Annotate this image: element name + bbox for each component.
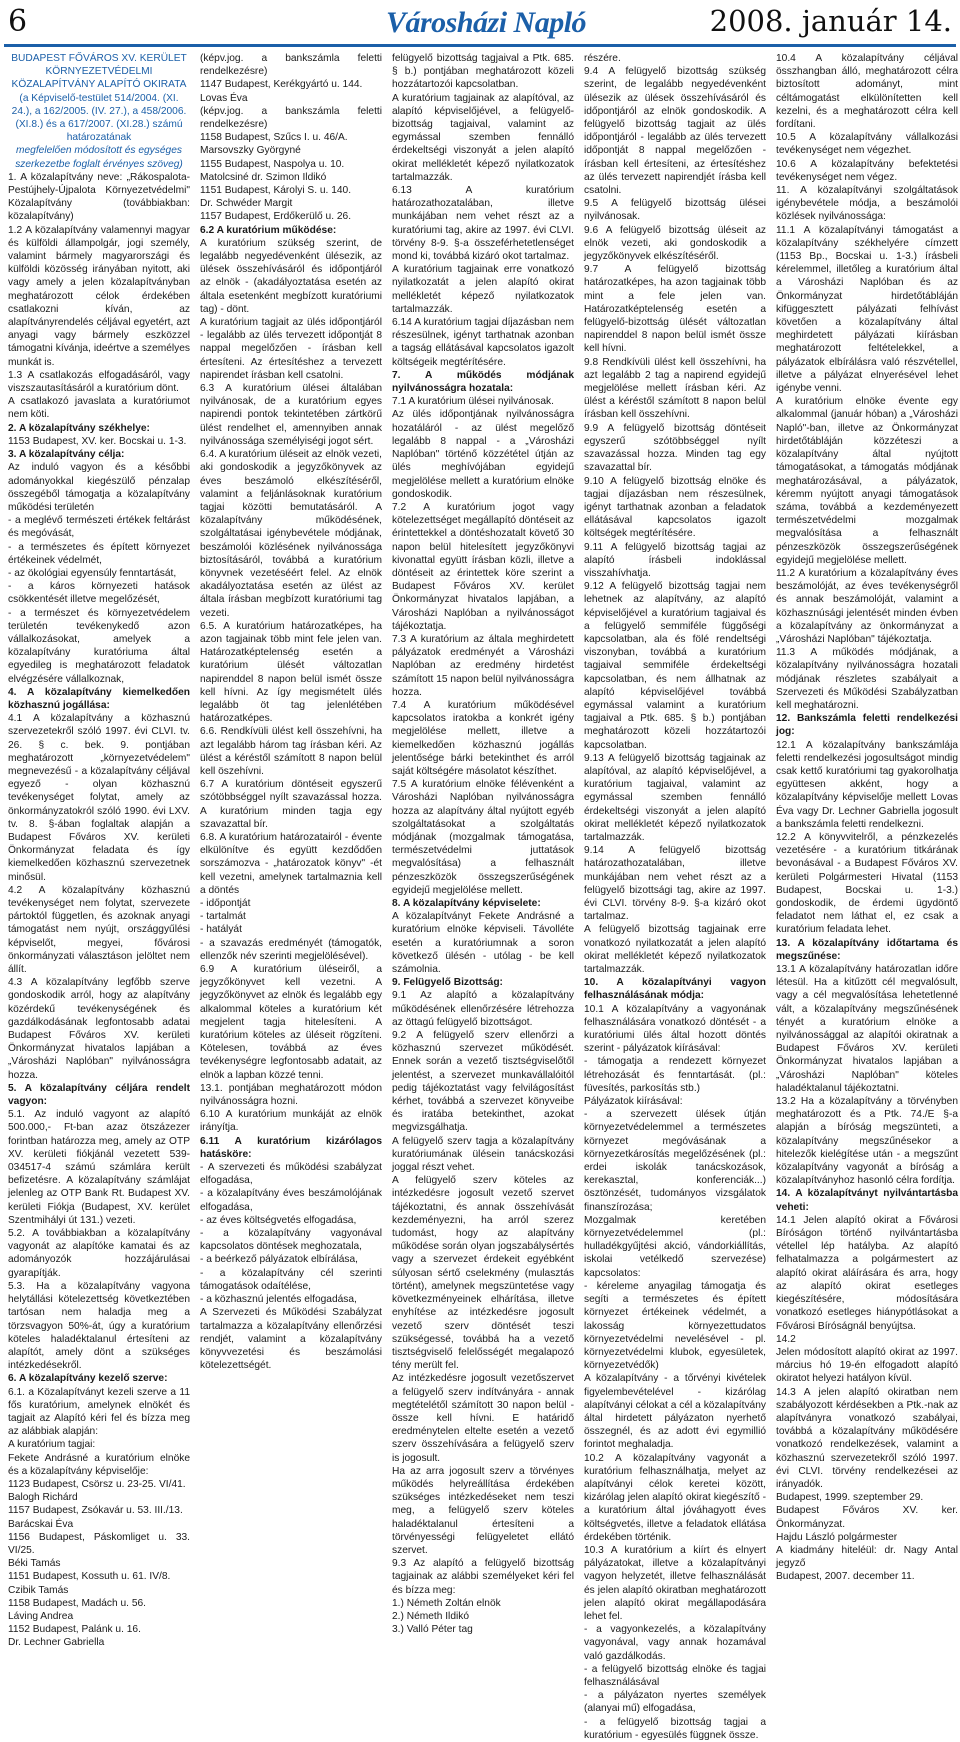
paragraph: Hajdu László polgármester	[776, 1531, 898, 1543]
paragraph: 9.12 A felügyelő bizottság tagjai nem lehetnek az alapítvány, az alapító képviselőjével a kuratórium tagjaival és a felügyelő semmiféle függőségi kapcsolatban, ala és fölé rendeltségi viszonyban, továbbá a kuratórium tagjaival semmiféle érdekeltségi kapcsolatban, és nem állhatnak az alapító képviselőjével továbbá egymással valamint a kuratórium tagjaival a Ptk. 685. § b.) pontjában meghatározott közeli hozzátartozói kapcsolatban.	[584, 581, 766, 751]
document-note: megfelelően módosított és egységes szerkezetbe foglalt érvényes szöveg)	[15, 145, 183, 170]
paragraph: 1155 Budapest, Naspolya u. 10.	[200, 158, 345, 170]
paragraph: 1153 Budapest, XV. ker. Bocskai u. 1-3.	[8, 435, 187, 447]
paragraph: - támogatja a rendezett környezet létrehozását és fenntartását. (pl.: füvesítés, parkosítás stb.)	[584, 1056, 766, 1094]
paragraph: A kiadmány hiteléül: dr. Nagy Antal jegyző	[776, 1544, 958, 1570]
paragraph: 9.4 A felügyelő bizottság szükség szerint, de legalább negyedévenként ülésezik az ülések összehívásáról és időpontjáról az elnök gondoskodik. A felügyelő bizottság tagjait az ülés időpontjáról - legalább az ülés tervezett időpontját 8 nappal megelőzően - írásban kell értesíteni, az értesítéshez az ülés tervezett napirendjét írásba kell csatolni.	[584, 66, 766, 197]
column-4	[584, 52, 766, 1741]
column-body	[776, 52, 958, 1584]
paragraph: 1123 Budapest, Csörsz u. 23-25. VI/41.	[8, 1478, 186, 1490]
page-header	[0, 0, 960, 46]
paragraph: 10.4 A közalapítvány céljával összhangban álló, meghatározott célra biztosított adományt, mint céltámogatást elkülönítetten kell kezelni, és a meghatározott célra kell fordítani.	[776, 53, 958, 131]
paragraph: 9. Felügyelő Bizottság:	[392, 977, 503, 989]
paragraph: - a felügyelő bizottság elnöke és tagjai felhasználásával	[584, 1663, 766, 1688]
paragraph: 9.3 Az alapító a felügyelő bizottság tagjainak az alábbi személyeket kéri fel és bízza meg:	[392, 1558, 574, 1596]
paragraph: Dr. Schwéder Margit	[200, 198, 293, 210]
paragraph: - időpontját	[200, 898, 251, 909]
paragraph: 9.13 A felügyelő bizottság tagjainak az alapítóval, az alapító képviselőjével, a kuratórium tagjaival, valamint az egymással szemben fennálló érdekeltségi viszonyát a jelen alapító okirat mellékletét képező nyilatkozatok tartalmazzák.	[584, 752, 766, 843]
paragraph: - a közalapítvány cél szerinti támogatások odaítélése,	[200, 1267, 382, 1292]
column-body	[392, 52, 574, 1636]
paragraph: 1151 Budapest, Kossuth u. 61. IV/8.	[8, 1571, 171, 1583]
paragraph: 9.9 A felügyelő bizottság döntéseit egyszerű szótöbbséggel nyílt szavazással hozza. Minden tag egy szavazattal bír.	[584, 422, 766, 474]
paragraph: 5.2. A továbbiakban a közalapítvány vagyonát az alapítóke kamatai és az adományozók hozzájárulásai gyarapítják.	[8, 1228, 190, 1279]
paragraph: 6.9 A kuratórium üléseiről, a jegyzőkönyvet kell vezetni. A jegyzőkönyvet az elnök és legalább egy alkalommal köteles a kuratórium két megjelent tagja hitelesíteni. A kuratórium köteles az üléseit rögzíteni. Kötelesen, továbbá az éves tevékenységre legfontosabb adatait, az elnök a lapban közzé tenni.	[200, 964, 382, 1081]
paragraph: A kuratórium tagjai:	[8, 1439, 96, 1451]
column-body	[584, 52, 766, 1742]
paragraph: - a vagyonkezelés, a közalapítvány vagyonával, vagy annak hozamával való gazdálkodás.	[584, 1624, 766, 1662]
paragraph: 9.7 A felügyelő bizottság határozatképes, ha azon tagjainak több mint a fele jelen van. Határozatképtelenség esetén a felügyelő-bizottság ülését változatlan napirenddel 8 napon belül ismét össze kell hívni.	[584, 264, 766, 355]
paragraph: részére.	[584, 53, 621, 64]
paragraph: - tartalmát	[200, 911, 246, 923]
paragraph: 1.3 A csatlakozás elfogadásáról, vagy viszszautasításáról a kuratórium dönt.	[8, 369, 190, 395]
paragraph: 7. A működés módjának nyilvánosságra hozatala:	[392, 369, 574, 395]
paragraph: 6.3 A kuratórium ülései általában nyilvánosak, de a kuratórium egyes napirendi pontok tekintetében zártkörű ülést rendelhet el, amennyiben annak nyilvánossága személyiségi jogot sért.	[200, 383, 382, 447]
paragraph: 7.3 A kuratórium az általa meghirdetett pályázatok eredményét a Városházi Naplóban az eredmény hirdetést számított 15 napon belül nyilvánosságra hozza.	[392, 633, 574, 698]
paragraph: - kéreleme anyagilag támogatja és segíti a természetes és épített környezet értékeinek védelmét, a lakosság környezettudatos környezetvédelmi nevelésével - pl. környezetvédelmi klubok, egyesületek, környezetvédők)	[584, 1280, 766, 1372]
paragraph: 1158 Budapest, Szűcs I. u. 46/A.	[200, 132, 348, 144]
paragraph: A kuratórium elnöke évente egy alkalommal (január hóban) a „Városházi Napló"-ban, illetve az Önkormányzat hirdetőtábláján közzéteszi a közalapítvány által nyújtott támogatásokat, a támogatás módjának meghatározásával, a pályázatok, kéremm nyújtott anyagi támogatások száma, továbbá a kezdeményezett természetvédelmi mozgalmak megvalósítása a felhasznált pénzeszközök összegszerűségének egyidejű megjelölése mellett.	[776, 396, 958, 566]
paragraph: 1151 Budapest, Károlyi S. u. 140.	[200, 185, 352, 197]
paragraph: - a beérkező pályázatok elbírálása,	[200, 1254, 358, 1266]
paragraph: 2. A közalapítvány székhelye:	[8, 422, 150, 434]
paragraph: - hatályát	[200, 924, 242, 936]
paragraph: A csatlakozó javaslata a kuratóriumot nem köti.	[8, 396, 190, 421]
paragraph: 14.1 Jelen alapító okirat a Fővárosi Bíróságon történő nyilvántartásba vétellel lép hatályba. Az alapító felhatalmazza a polgármestert az alapító okirat aláírására és arra, hogy az alapító okirat esetleges kiegészítésére, módosítására vonatkozó esetleges hiánypótlásokat a Fővárosi Bíróságnál benyújtsa.	[776, 1214, 958, 1332]
paragraph: 6.2 A kuratórium működése:	[200, 224, 337, 236]
paragraph: Pályázatok kiírásával:	[584, 1096, 683, 1108]
paragraph: - a meglévő természeti értékek feltárást és megóvását,	[8, 515, 190, 540]
column-3	[392, 52, 574, 1636]
paragraph: Mozgalmak keretében környezetvédelemmel (pl.: hulladékgyűjtési akció, vándorkiállítás, iskolai vetélkedő szervezése) kapcsolatos:	[584, 1214, 766, 1279]
paragraph: 10.1 A közalapítvány a vagyonának felhasználására vonatkozó döntését - a kuratóriumi ülés által hozott döntés szerint - pályázatok kiírásával:	[584, 1003, 766, 1055]
paragraph: Matolcsiné dr. Szimon Ildikó	[200, 171, 327, 183]
paragraph: - a közalapítvány vagyonával kapcsolatos döntések meghozatala,	[200, 1228, 382, 1253]
paragraph: 6. A közalapítvány kezelő szerve:	[8, 1373, 168, 1385]
paragraph: 1158 Budapest, Madách u. 56.	[8, 1597, 147, 1609]
paragraph: 6.5. A kuratórium határozatképes, ha azon tagjainak több mint fele jelen van. Határozatképtelenség esetén a kuratórium ülését változatlan napirenddel 8 napon belül ismét össze kell hívni. Az így megismételt ülés legalább öt tag jelenlétében határozatképes.	[200, 620, 382, 725]
column-1	[8, 52, 190, 1649]
paragraph: 6.6. Rendkívüli ülést kell összehívni, ha azt legalább három tag írásban kéri. Az ülést a kéréstől számított 8 napon belül kell öszehívni.	[200, 726, 382, 777]
paragraph: 3.) Valló Péter tag	[392, 1624, 473, 1636]
paragraph: Marsovszky Györgyné	[200, 145, 301, 157]
paragraph: 6.14 A kuratórium tagjai díjazásban nem részesülnek, igényt tarthatnak azonban a tagság ellátásával kapcsolatos igazolt költségeik megtérítésére.	[392, 317, 574, 368]
paragraph: 12.2 A könyvvitelről, a pénzkezelés vezetésére - a kuratórium titkárának bevonásával - a Budapest Főváros XV. kerületi Polgármesteri Hivatal (1153 Budapest, Bocskai u. 1-3.) gondoskodik, de érdemi ügydöntő feladatot nem láthat el, ez csak a kuratórium feladata lehet.	[776, 831, 958, 936]
paragraph: 10. A közalapítványi vagyon felhasználásának módja:	[584, 977, 766, 1002]
paragraph: A Szervezeti és Működési Szabályzat tartalmazza a közalapítvány ellenőrzési rendjét, valamint a közalapítvány könyvvezetési és beszámolási kötelezettségét.	[200, 1307, 382, 1372]
paragraph: Fekete Andrásné a kuratórium elnöke és a közalapítvány képviselője:	[8, 1452, 190, 1477]
paragraph: 6.4. A kuratórium üléseit az elnök vezeti, aki gondoskodik a jegyzőkönyvek az éves beszámoló elkészítéséről, valamint a feljánlásoknak kuratórium tagjai közötti bemutatásáról. A közalapítvány működésének, szolgáltatásai igénybevétele módjának, beszámolói közlésének nyilvánossága biztosításáról, továbbá a kuratórium könyvnek vezetéséért felel. Az elnök akadályoztatása esetén az ülést az általa írásban megbízott kuratóriumi tag vezeti.	[200, 449, 382, 619]
paragraph: 11.2 A kuratórium a közalapítvány éves beszámolóját, az éves tevékenységről és annak beszámolóját, valamint a közhasznúsági jelentését minden évben a közalapítvány az önkormányzat a „Városházi Naplóban" tájékoztatja.	[776, 567, 958, 645]
paragraph: 5. A közalapítvány céljára rendelt vagyon:	[8, 1082, 190, 1108]
paragraph: 10.3 A kuratórium a kiírt és elnyert pályázatokat, illetve a közalapítványi vagyon helyzetét, illetve felhasználását és jelen alapító okiratban meghatározott jelen alapító okirat megállapodására lehet fel.	[584, 1544, 766, 1622]
paragraph: (képv.jog. a bankszámla feletti rendelkezésre)	[200, 53, 382, 78]
column-2	[200, 52, 382, 1372]
paragraph: 10.2 A közalapítvány vagyonát a kuratórium felhasználhatja, melyet az alapítványi célok keretei között, kizárólag jelen alapító okirat kiegészítő - a kuratórium által jóváhagyott éves költségvetés, illetve a feladatok ellátása érdekében történik.	[584, 1452, 766, 1543]
paragraph: - a természetes és épített környezet értékeinek védelmét,	[8, 541, 190, 566]
masthead-logo: Városházi Napló	[386, 6, 587, 39]
paragraph: 9.11 A felügyelő bizottság tagjai az alapító írásbeli indoklással visszahívhatja.	[584, 541, 766, 579]
paragraph: 11. A közalapítványi szolgáltatások igénybevétele módja, a beszámolói közlések nyilvánossága:	[776, 185, 958, 223]
paragraph: Jelen módosított alapító okirat az 1997. március hó 19-én elfogadott alapító okiratot helyezi hatályon kívül.	[776, 1346, 958, 1385]
paragraph: 1147 Budapest, Kerékgyártó u. 144.	[200, 79, 363, 91]
paragraph: A felügyelő szerv köteles az intézkedésre jogosult vezető szervet tájékoztatni, és annak összehívását kezdeményezni, ha arról szerez tudomást, hogy az alapítvány működése során olyan jogszabálysértés vagy a szervezet érdekeit egyébként súlyosan sértő cselekmény (mulasztás történt), amelynek megszüntetése vagy következményeinek elhárítása, illetve enyhítése az intézkedésre jogosult vezető szerv döntését teszi szükségessé, továbbá ha a vezető tisztségviselő felelősségét megalapozó tény merült fel.	[392, 1175, 574, 1372]
paragraph: 9.5 A felügyelő bizottság ülései nyilvánosak.	[584, 198, 766, 223]
paragraph: 10.5 A közalapítvány vállalkozási tevékenységet nem végezhet.	[776, 132, 958, 157]
paragraph: Béki Tamás	[8, 1558, 61, 1570]
paragraph: 7.4 A kuratórium működésével kapcsolatos iratokba a konkrét igény megjelölése mellett, illetve a kiemelkedően közhasznú jogállás jelentősége bárki betekinthet és arról saját költségére másolatot készíthet.	[392, 699, 574, 777]
paragraph: A közalapítvány - a tőrvényi kivételek figyelembevételével - kizárólag alapítványi célokat a cél a közalapítvány által hirdetett pályázaton nyerhető összegnél, és az adott évi egymillió forintot meghaladja.	[584, 1373, 766, 1451]
paragraph: 1152 Budapest, Palánk u. 16.	[8, 1624, 141, 1636]
paragraph: - a felügyelő bizottság tagjai a kuratórium - egyesülés függnek össze.	[584, 1716, 766, 1741]
column-body	[200, 52, 382, 1372]
paragraph: 12. Bankszámla feletti rendelkezési jog:	[776, 713, 958, 738]
page-number: 6	[8, 4, 28, 39]
paragraph: - az éves költségvetés elfogadása,	[200, 1214, 357, 1226]
paragraph: 13.1. pontjában meghatározott módon nyilvánosságra hozni.	[200, 1082, 382, 1108]
paragraph: 7.5 A kuratórium elnöke félévenként a Városházi Naplóban nyilvánosságra hozza az alapítvány által nyújtott egyéb szolgáltatásokat a szolgáltatás módjának (mozgalmak támogatása, természetvédelmi juttatások megvalósítása) a felhasznált pénzeszközök összegszerűségének egyidejű megjelölése mellett.	[392, 779, 574, 896]
paragraph: 9.8 Rendkívüli ülést kell összehívni, ha azt legalább 2 tag a napirend egyidejű megjelölése mellett írásban kéri. Az ülést a kéréstől számított 8 napon belül írásban kell összehívni.	[584, 356, 766, 421]
paragraph: A kuratórium tagjait az ülés időpontjáról - legalább az ülés tervezett időpontját 8 nappal megelőzően - írásban kell értesíteni. Az értesítéshez a tervezett napirendet írásban kell csatolni.	[200, 317, 382, 381]
header-rule	[4, 44, 956, 47]
paragraph: Ha az arra jogosult szerv a törvényes működés helyreállítása érdekében szükséges intézkedéseket nem teszi meg, a felügyelő szerv köteles haladéktalanul értesíteni a törvényességi felügyeletet ellátó szervet.	[392, 1465, 574, 1556]
paragraph: 9.6 A felügyelő bizottság üléseit az elnök vezeti, aki gondoskodik a jegyzőkönyvek elkészítéséről.	[584, 224, 766, 263]
paragraph: 1156 Budapest, Páskomliget u. 33. VI/25.	[8, 1531, 190, 1556]
paragraph: 14.2	[776, 1333, 796, 1345]
paragraph: 1.2 A közalapítvány valamennyi magyar és külföldi állampolgár, jogi személy, valamint bármely magyarországi és külföldi közösség irányában nyitott, aki vagy amely a jelen közalapítványban meghatározott célok érdekében csatlakozni kíván, az alapítványrendelés céljával egyetért, azt anyagi vagy bármely eszközzel támogatni kívánja, ideértve a személyes munkát is.	[8, 224, 190, 368]
issue-date: 2008. január 14.	[709, 4, 952, 38]
paragraph: Az induló vagyon és a későbbi adományokkal kiegészülő pénzalap összegéből támogatja a közalapítvány működési területén	[8, 462, 190, 513]
paragraph: 4.3 A közalapítvány legfőbb szerve gondoskodik arról, hogy az alapítvány közérdekű tevékenységének és gazdálkodásának legfontosabb adatai Budapest Főváros XV. kerületi Önkormányzat hivatalos lapjában a „Városházi Naplóban" nyilvánosságra hozza.	[8, 977, 190, 1081]
paragraph: 12.1 A közalapítvány bankszámlája feletti rendelkezési jogosultságot mindig csak kettő kuratóriumi tag gyakorolhatja együttesen akként, hogy a közalapítvány képviselője mellett Lovas Éva vagy Dr. Lechner Gabriella jogosult a bankszámla feletti rendelkezni.	[776, 739, 958, 830]
column-body	[8, 171, 190, 1650]
paragraph: 6.13 A kuratórium határozathozatalában, illetve munkájában nem vehet részt az a kuratóriumi tag, akire az 1997. évi CLVI. törvény 8-9. §-a összeférhetetlenséget mond ki, továbbá kizáró okot tartalmaz.	[392, 185, 574, 263]
paragraph: Budapest Főváros XV. ker. Önkormányzat.	[776, 1505, 958, 1530]
paragraph: felügyelő bizottság tagjaival a Ptk. 685. § b.) pontjában meghatározott közeli hozzátartozói kapcsolatban.	[392, 53, 574, 91]
paragraph: 4.2 A közalapítvány közhasznú tevékenységet nem folytat, szervezete pártoktól független, és azoknak anyagi támogatást nem nyújt, országgyűlési képviselőt, megyei, fővárosi önkormányzati választáson jelöltet nem állít.	[8, 884, 190, 976]
paragraph: 14.3 A jelen alapító okiratban nem szabályozott kérdésekben a Ptk.-nak az alapítványra vonatkozó szabályai, továbbá a közalapítvány működésére vonatkozó rendelkezések, valamint a közhasznú szervezetekről szóló 1997. évi CLVI. törvény rendelkezései az irányadók.	[776, 1386, 958, 1490]
paragraph: Láving Andrea	[8, 1610, 74, 1622]
paragraph: 4.1 A közalapítvány a közhasznú szervezetekről szóló 1997. évi CLVI. tv. 26. § c. bek. 9. pontjában meghatározott „környezetvédelem" megnevezésű - a közalapítvány céljával egyező - olyan közhasznú tevékenységet folytat, amely az önkormányzatokról szóló 1990. évi LXV. tv. 8. §-ában foglaltak alapján a Budapest Főváros XV. kerületi Önkormányzat feladata és így kiemelkedően közhasznú szervezetnek minősül.	[8, 713, 190, 883]
paragraph: - a közhasznú jelentés elfogadása,	[200, 1294, 357, 1306]
paragraph: 13.1 A közalapítvány határozatlan időre létesül. Ha a kitűzött cél megvalósult, vagy a cél megvalósítása lehetetlenné vált, a közalapítvány megszűnésének tényét a kuratórium elnöke a nyilvánossággal az alapítói okiratnak a Budapest Főváros XV. kerületi Önkormányzat hivatalos lapjában a „Városházi Naplóban" köteles haladéktalanul tájékoztatni.	[776, 964, 958, 1094]
paragraph: - a szervezett ülések útján környezetvédelemmel a természetes környezet megóvásának a környezetkárosítás megelőzésének (pl.: erdei iskolák tanácskozások, kerekasztal, konferenciák...) ösztönzését, tudományos vizsgálatok finanszírozása;	[584, 1109, 766, 1213]
document-subtitle: (a Képviselő-testület 514/2004. (XI. 24.), a 162/2005. (IV. 27.), a 458/2006. (XI.8.) és a 617/2007. (XI.28.) számú határozatának	[11, 92, 187, 144]
paragraph: (képv.jog. a bankszámla feletti rendelkezésre)	[200, 105, 382, 131]
paragraph: - A szervezeti és működési szabályzat elfogadása,	[200, 1162, 382, 1187]
paragraph: 9.14 A felügyelő bizottság határozathozatalában, illetve munkájában nem vehet részt az a felügyelő bizottsági tag, akire az 1997. évi CLVI. törvény 8-9. §-a kizáró okot tartalmaz.	[584, 845, 766, 923]
paragraph: 1. A közalapítvány neve: „Rákospalota-Pestújhely-Újpalota Környezetvédelmi" Közalapítvány (továbbiakban: közalapítvány)	[8, 171, 190, 223]
paragraph: - a szavazás eredményét (támogatók, ellenzők név szerinti megjelölésével).	[200, 937, 382, 962]
paragraph: - a pályázaton nyertes személyek (alanyai mű) elfogadása,	[584, 1690, 766, 1715]
paragraph: A kuratórium tagjainak az alapítóval, az alapító képviselőjével, a felügyelő-bizottság tagjaival, valamint az egymással szemben fennálló érdekeltségi viszonyát a jelen alapító okirat mellékletét képező nyilatkozatok tartalmazzák.	[392, 92, 574, 183]
paragraph: 2.) Németh Ildikó	[392, 1610, 470, 1622]
paragraph: Dr. Lechner Gabriella	[8, 1637, 105, 1649]
paragraph: Budapest, 1999. szeptember 29.	[776, 1492, 924, 1504]
paragraph: - a közalapítvány éves beszámolójának elfogadása,	[200, 1188, 382, 1213]
paragraph: A kuratórium tagjainak erre vonatkozó nyilatkozatát a jelen alapító okirat mellékletét képező nyilatkozatok tartalmazzák.	[392, 264, 574, 315]
paragraph: 1157 Budapest, Zsókavár u. 53. III./13.	[8, 1505, 183, 1517]
paragraph: - a káros környezeti hatások csökkentését illetve megelőzését,	[8, 581, 190, 606]
paragraph: Lovas Éva	[200, 92, 248, 104]
document-heading	[8, 52, 190, 171]
document-title: BUDAPEST FŐVÁROS XV. KERÜLET KÖRNYEZETVÉDELMI KÖZALAPÍTVÁNY ALAPÍTÓ OKIRATA	[11, 53, 187, 91]
paragraph: A kuratórium szükség szerint, de legalább negyedévenként ülésezik, az ülések összehívásáról és időpontjáról az elnök - (akadályoztatása esetén az általa esetenként megbízott kuratóriumi tag) - dönt.	[200, 237, 382, 315]
paragraph: 6.1. a Közalapítványt kezeli szerve a 11 fős kuratórium, amelynek elnökét és tagjait az Alapító kéri fel és bízza meg az alábbiak alapján:	[8, 1386, 190, 1438]
paragraph: 1157 Budapest, Erdőkerülő u. 26.	[200, 211, 352, 223]
paragraph: A felügyelő bizottság tagjainak erre vonatkozó nyilatkozatát a jelen alapító okirat mellékletét képező nyilatkozatok tartalmazzák.	[584, 924, 766, 976]
paragraph: 6.11 A kuratórium kizárólagos hatásköre:	[200, 1135, 382, 1160]
paragraph: 9.2 A felügyelő szerv ellenőrzi a közhasznú szervezet működését. Ennek során a vezető tisztségviselőtől jelentést, a szervezet munkavállalóitól pedig tájékoztatást vagy felvilágosítást kérhet, továbbá a szervezet könyveibe és iratába betekinthet, azokat megvizsgálhatja.	[392, 1030, 574, 1134]
paragraph: Barácskai Éva	[8, 1518, 74, 1530]
paragraph: 14. A közalapítványt nyilvántartásba veheti:	[776, 1188, 958, 1213]
paragraph: Czibik Tamás	[8, 1584, 69, 1596]
paragraph: 6.10 A kuratórium munkáját az elnök irányítja.	[200, 1109, 382, 1134]
paragraph: 8. A közalapítvány képviselete:	[392, 898, 541, 909]
paragraph: 9.10 A felügyelő bizottság elnöke és tagjai díjazásban nem részesülnek, igényt tarthatnak azonban a feladatok ellátásával kapcsolatos igazolt költségek megtérítésére.	[584, 475, 766, 540]
paragraph: 10.6 A közalapítvány befektetési tevékenységet nem végez.	[776, 158, 958, 183]
paragraph: 11.3 A működés módjának, a közalapítvány nyilvánosságra hozatali módjának részletes szabályait a Szervezeti és Működési Szabályzatban kell meghatározni.	[776, 647, 958, 711]
paragraph: 9.1 Az alapító a közalapítvány működésének ellenőrzésére létrehozza az öttagú felügyelő bizottságot.	[392, 990, 574, 1028]
paragraph: 5.3. Ha a közalapítvány vagyona helytállási kötelezettség következtében tartósan nem haladja meg a törzsvagyon 50%-át, úgy a kuratórium köteles haladéktalanul értesíteni az alapítót, amely dönt a szükséges intézkedésekről.	[8, 1280, 190, 1372]
column-5	[776, 52, 958, 1583]
paragraph: Budapest, 2007. december 11.	[776, 1571, 915, 1583]
paragraph: 5.1. Az induló vagyont az alapító 500.000,- Ft-ban azaz ötszázezer forintban határozza meg, amely az OTP XV. kerületi fiókjánál vezetett 539-034517-4 számú számlára került befizetésre. A közalapítvány számlájat jelenleg az OTP Bank Rt. Budapest XV. kerületi Fiókja (Budapest, XV. kerület Szentmihályi út 131.) vezeti.	[8, 1109, 190, 1226]
paragraph: 6.8. A kuratórium határozatairól - évente elkülönítve és együtt kezdődően sorszámozva - „határozatok könyv" -ét kell vezetni, amelynek tartalmaznia kell a döntés	[200, 831, 382, 896]
paragraph: - az ökológiai egyensúly fenntartását,	[8, 567, 177, 579]
paragraph: 13. A közalapítvány időtartama és megszűnése:	[776, 937, 958, 962]
paragraph: 1.) Németh Zoltán elnök	[392, 1597, 501, 1609]
paragraph: Balogh Richárd	[8, 1492, 78, 1504]
paragraph: 6.7 A kuratórium döntéseit egyszerű szótöbbséggel nyílt szavazással hozza. A kuratórium minden tagja egy szavazattal bír.	[200, 779, 382, 830]
paragraph: A közalapítványt Fekete Andrásné a kuratórium elnöke képviseli. Távolléte esetén a kuratóriumnak a soron következő ülésén - utólag - be kell számolnia.	[392, 911, 574, 976]
paragraph: - a természet és környezetvédelem területén tevékenykedő azon vállalkozásokat, amelyek a közalapítvány kuratóriuma által egyedileg is meghatározott feladatok elvégzésére vállalkoznak,	[8, 607, 190, 685]
paragraph: Az ülés időpontjának nyilvánosságra hozatáláról - az ülést megelőző legalább 8 nappal - a „Városházi Naplóban" történő közzététel útján az ülés meghívójában egyidejű megjelölése mellett a kuratórium elnöke gondoskodik.	[392, 409, 574, 500]
paragraph: 3. A közalapítvány célja:	[8, 449, 125, 461]
paragraph: 7.2 A kuratórium jogot vagy kötelezettséget megállapító döntéseit az érintettekkel a döntéshozatalt követő 30 napon belül hitelesített jegyzőkönyvi kivonattal együtt írásban közli, illetve a döntéseit az érintettek köre szerint a Budapest Főváros XV. kerület Önkormányzat hivatalos lapjában, a Városházi Naplóban a nyilvánosságot tájékoztatja.	[392, 501, 574, 632]
paragraph: 4. A közalapítvány kiemelkedően közhasznú jogállása:	[8, 686, 190, 711]
paragraph: 7.1 A kuratórium ülései nyilvánosak.	[392, 396, 554, 408]
paragraph: Az intézkedésre jogosult vezetőszervet a felügyelő szerv indítványára - annak megtételétől számított 30 napon belül - össze kell hívni. E határidő eredménytelen eltelte esetén a vezető szerv összehívására a felügyelő szerv is jogosult.	[392, 1373, 574, 1464]
paragraph: 13.2 Ha a közalapítvány a törvényben meghatározott és a Ptk. 74./E §-a alapján a bíróság megszünteti, a közalapítvány megszűnésekor a hitelezők kielégítése után - a megszűnt közalapítvány vagyonát a bíróság a közalapítványhoz hasonló célra fordítja.	[776, 1096, 958, 1187]
paragraph: 11.1 A közalapítványi támogatást a közalapítvány székhelyére címzett (1153 Bp., Bocskai u. 1-3.) írásbeli kérelemmel, illetőleg a kuratórium által a Városházi Naplóban és az Önkormányzat hirdetőtábláján kifüggesztett pályázati felhívást követően a közalapítvány által meghirdetett pályázati kiírásban meghatározott feltételekkel, a pályázatok elbírálásra való részvétellel, illetve a pályázat elnyerésével lehet igénybe venni.	[776, 224, 958, 395]
paragraph: A felügyelő szerv tagja a közalapítvány kuratóriumának ülésein tanácskozási joggal részt vehet.	[392, 1135, 574, 1174]
